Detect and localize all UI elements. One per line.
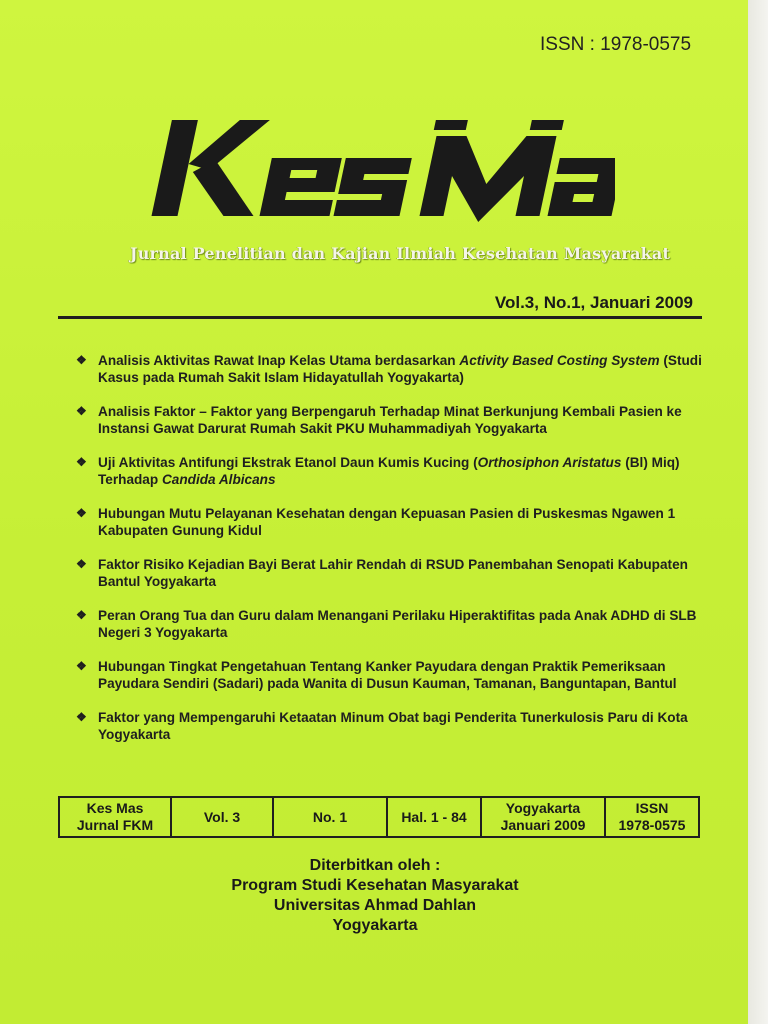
article-item: ❖ Peran Orang Tua dan Guru dalam Menangani Perilaku Hiperaktifitas pada Anak ADHD di SLB Negeri 3 Yogyakarta: [76, 608, 697, 640]
publisher-program: Program Studi Kesehatan Masyarakat: [231, 877, 519, 894]
diamond-bullet-icon: ❖: [76, 608, 87, 622]
issn-top: ISSN : 1978-0575: [540, 34, 692, 55]
article-item: ❖ Uji Aktivitas Antifungi Ekstrak Etanol Daun Kumis Kucing (Orthosiphon Aristatus (Bl) Miq) Terhadap Candida Albicans: [76, 455, 680, 487]
diamond-bullet-icon: ❖: [76, 659, 87, 673]
journal-name-cell: Kes Mas Jurnal FKM: [59, 797, 171, 837]
diamond-bullet-icon: ❖: [76, 455, 87, 469]
volume-line: Vol.3, No.1, Januari 2009: [494, 293, 693, 312]
article-item: ❖ Hubungan Tingkat Pengetahuan Tentang Kanker Payudara dengan Praktik Pemeriksaan Payudara Sendiri (Sadari) pada Wanita di Dusun Kauman, Tamanan, Banguntapan, Bantul: [76, 659, 677, 691]
pages-cell: Hal. 1 - 84: [387, 797, 481, 837]
article-item: ❖ Faktor yang Mempengaruhi Ketaatan Minum Obat bagi Penderita Tunerkulosis Paru di Kota Yogyakarta: [76, 710, 688, 742]
volume-cell: Vol. 3: [171, 797, 273, 837]
divider-rule: [58, 316, 702, 319]
journal-info-table: [58, 796, 700, 838]
article-item: ❖ Hubungan Mutu Pelayanan Kesehatan dengan Kepuasan Pasien di Puskesmas Ngawen 1 Kabupaten Gunung Kidul: [76, 506, 676, 538]
diamond-bullet-icon: ❖: [76, 404, 87, 418]
publisher-label: Diterbitkan oleh :: [309, 857, 441, 874]
page-edge: [748, 0, 768, 1024]
place-date-cell: Yogyakarta Januari 2009: [481, 797, 605, 837]
diamond-bullet-icon: ❖: [76, 710, 87, 724]
article-item: ❖ Faktor Risiko Kejadian Bayi Berat Lahir Rendah di RSUD Panembahan Senopati Kabupaten Bantul Yogyakarta: [76, 557, 688, 589]
diamond-bullet-icon: ❖: [76, 506, 87, 520]
journal-title: Kes Mas: [145, 96, 149, 97]
journal-logo: [145, 96, 615, 236]
journal-subtitle: Jurnal Penelitian dan Kajian Ilmiah Kesehatan Masyarakat: [129, 244, 671, 263]
publisher-city: Yogyakarta: [332, 917, 418, 934]
diamond-bullet-icon: ❖: [76, 353, 87, 367]
diamond-bullet-icon: ❖: [76, 557, 87, 571]
article-item: ❖ Analisis Aktivitas Rawat Inap Kelas Utama berdasarkan Activity Based Costing System (Studi Kasus pada Rumah Sakit Islam Hidayatullah Yogyakarta): [76, 353, 702, 385]
publisher-university: Universitas Ahmad Dahlan: [273, 897, 477, 914]
article-item: ❖ Analisis Faktor – Faktor yang Berpengaruh Terhadap Minat Berkunjung Kembali Pasien ke Instansi Gawat Darurat Rumah Sakit PKU Muhammadiyah Yogyakarta: [76, 404, 682, 436]
issn-cell: ISSN 1978-0575: [605, 797, 699, 837]
article-list: [74, 352, 714, 760]
number-cell: No. 1: [273, 797, 387, 837]
publisher-block: [150, 856, 600, 936]
